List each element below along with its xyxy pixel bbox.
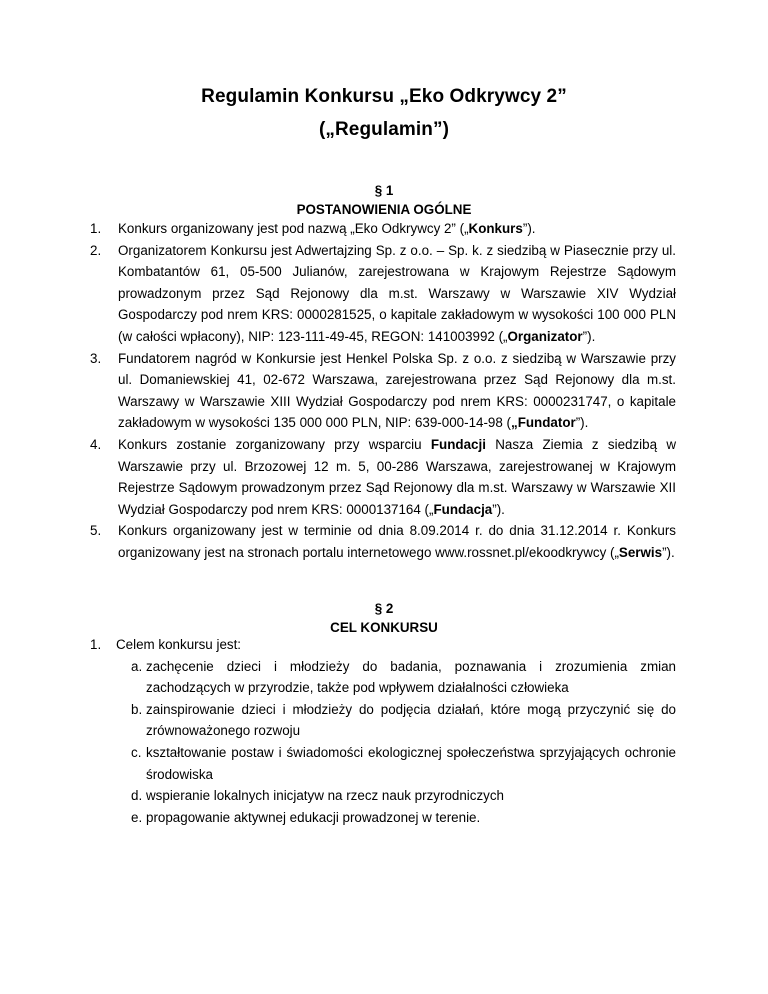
document-title: Regulamin Konkursu „Eko Odkrywcy 2”	[201, 86, 567, 107]
list-item	[0, 240, 768, 348]
goal-letter: b.	[131, 701, 143, 717]
section-2-heading: CEL KONKURSU	[330, 620, 438, 635]
goal-letter: a.	[131, 658, 143, 674]
goal-text: propagowanie aktywnej edukacji prowadzonej w terenie.	[146, 809, 481, 825]
list-item	[0, 434, 768, 520]
list-item-text: Konkurs organizowany jest w terminie od dnia 8.09.2014 r. do dnia 31.12.2014 r. Konkurs organizowany jest na stronach portalu internetowego www.rossnet.pl/ekoodkrywcy („Serwis”).	[118, 523, 676, 560]
goal-item	[0, 742, 768, 785]
goal-item	[0, 699, 768, 742]
list-item-number: 5.	[90, 523, 102, 539]
list-item-text: Konkurs zostanie zorganizowany przy wsparciu Fundacji Nasza Ziemia z siedzibą w Warszawie przy ul. Brzozowej 12 m. 5, 00-286 Warszawa, zarejestrowanej w Krajowym Rejestrze Sądowym prowadzonym przez Sąd Rejonowy dla m.st. Warszawy w Warszawie XII Wydział Gospodarczy pod nrem KRS: 0000137164 („Fundacja”).	[118, 436, 676, 517]
goal-item	[0, 785, 768, 807]
section-2-list	[0, 634, 768, 828]
goal-text: zachęcenie dzieci i młodzieży do badania, poznawania i zrozumienia zmian zachodzących w przyrodzie, także pod wpływem działalności człowieka	[146, 658, 676, 696]
list-item-number: 1.	[90, 637, 102, 652]
goal-text: kształtowanie postaw i świadomości ekologicznej społeczeństwa sprzyjających ochronie środowiska	[146, 744, 676, 782]
document-subtitle: („Regulamin”)	[318, 119, 450, 140]
list-item	[0, 348, 768, 434]
list-item-number: 3.	[90, 350, 102, 366]
list-item-number: 4.	[90, 436, 102, 452]
section-1-number: § 1	[374, 183, 394, 198]
goal-letter: c.	[131, 744, 142, 760]
list-item	[0, 520, 768, 563]
list-item	[0, 218, 768, 240]
list-item-text: Konkurs organizowany jest pod nazwą „Eko Odkrywcy 2” („Konkurs”).	[118, 221, 536, 236]
list-item-text: Organizatorem Konkursu jest Adwertajzing Sp. z o.o. – Sp. k. z siedzibą w Piasecznie przy ul. Kombatantów 61, 05-500 Julianów, zarejestrowana w Krajowym Rejestrze Sądowym prowadzonym przez Sąd Rejonowy dla m.st. Warszawy w Warszawie XIV Wydział Gospodarczy pod nrem KRS: 0000281525, o kapitale zakładowym w wysokości 100 000 PLN (w całości wpłacony), NIP: 123-111-49-45, REGON: 141003992 („Organizator”).	[118, 242, 676, 344]
goal-text: wspieranie lokalnych inicjatyw na rzecz nauk przyrodniczych	[146, 788, 504, 804]
section-1-heading: POSTANOWIENIA OGÓLNE	[296, 202, 472, 217]
section-1-list	[0, 218, 768, 564]
goal-letter: e.	[131, 809, 143, 825]
list-item-number: 1.	[90, 221, 102, 236]
goal-letter: d.	[131, 788, 143, 804]
list-item-text: Celem konkursu jest:	[116, 637, 242, 652]
list-item	[0, 634, 768, 656]
list-item-text: Fundatorem nagród w Konkursie jest Henkel Polska Sp. z o.o. z siedzibą w Warszawie przy ul. Domaniewskiej 41, 02-672 Warszawa, zarejestrowana przez Sąd Rejonowy dla m.st. Warszawy w Warszawie XIII Wydział Gospodarczy pod nrem KRS: 0000231747, o kapitale zakładowym w wysokości 135 000 000 PLN, NIP: 639-000-14-98 („Fundator”).	[118, 350, 676, 431]
goal-text: zainspirowanie dzieci i młodzieży do podjęcia działań, które mogą przyczynić się do zrównoważonego rozwoju	[146, 701, 676, 739]
goal-item	[0, 807, 768, 829]
goal-item	[0, 656, 768, 699]
section-2-number: § 2	[374, 601, 394, 616]
list-item-number: 2.	[90, 242, 102, 258]
